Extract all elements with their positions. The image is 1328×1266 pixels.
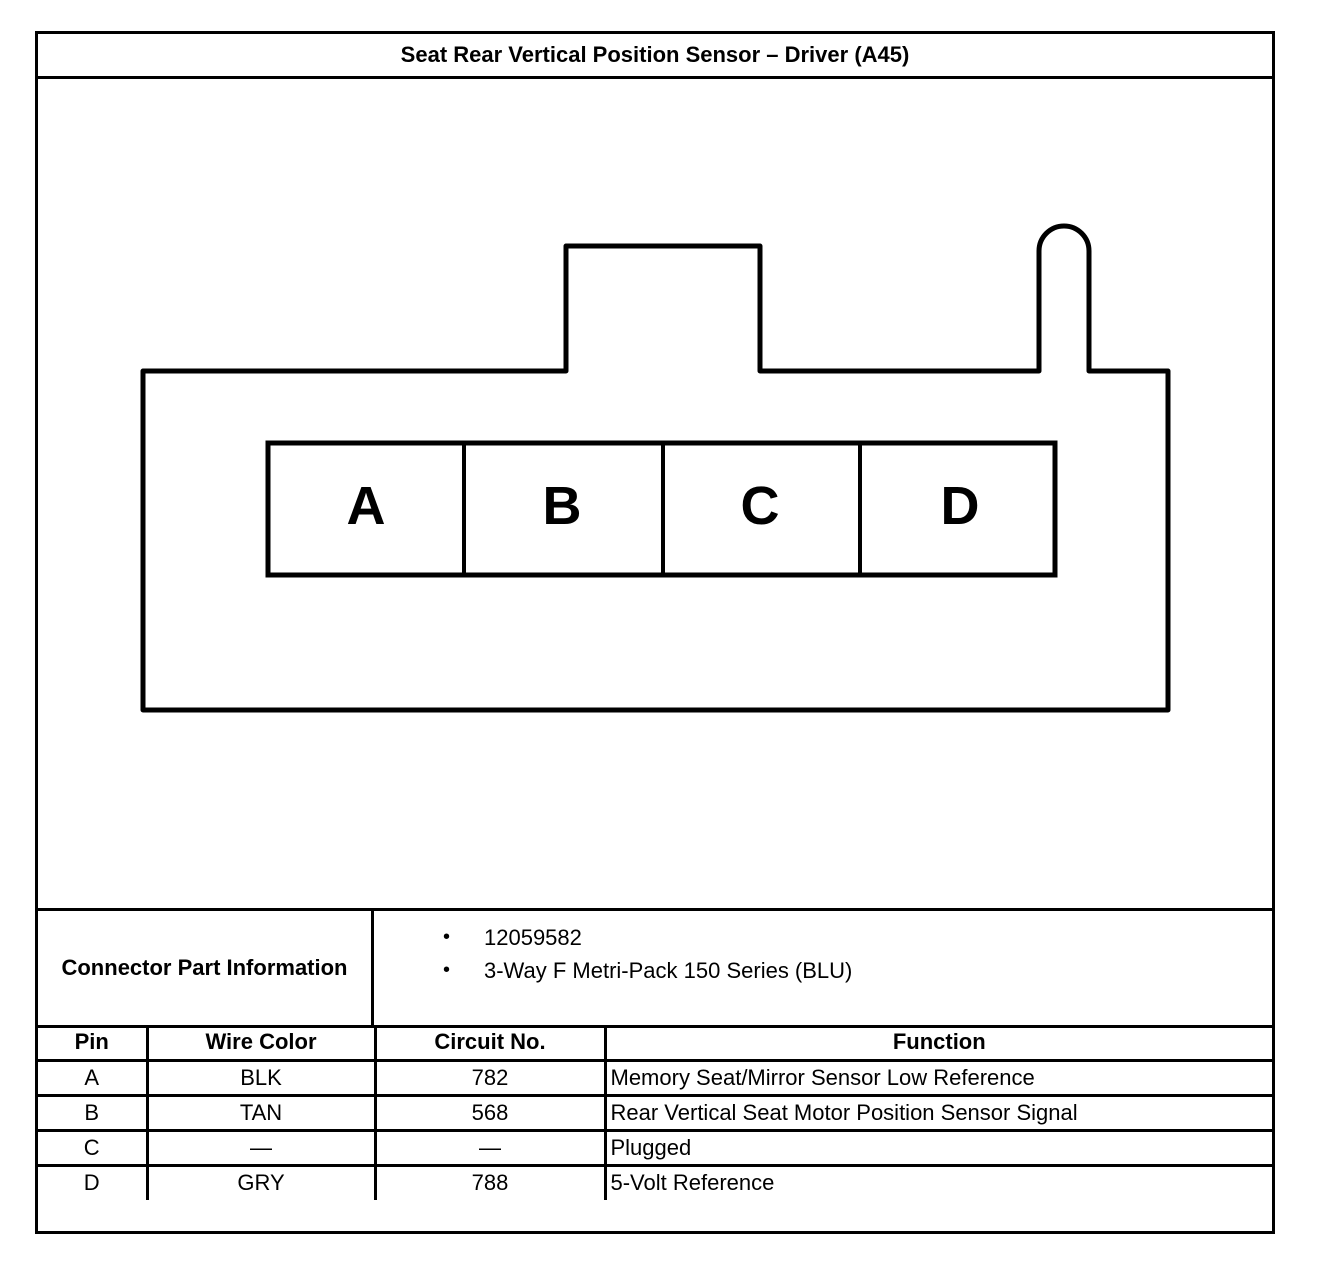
table-row bbox=[38, 1165, 1272, 1200]
wire-color-cell: GRY bbox=[147, 1165, 375, 1200]
function-cell: Memory Seat/Mirror Sensor Low Reference bbox=[605, 1060, 1272, 1095]
cavity-label-b: B bbox=[542, 476, 582, 536]
list-item bbox=[374, 921, 1272, 954]
wire-color-cell: TAN bbox=[147, 1095, 375, 1130]
cavity-label-c: C bbox=[740, 476, 780, 536]
function-cell: 5-Volt Reference bbox=[605, 1165, 1272, 1200]
bullet-icon: • bbox=[442, 959, 450, 981]
bullet-icon: • bbox=[442, 926, 450, 948]
connector-sheet bbox=[35, 31, 1275, 1234]
header-wire-color: Wire Color bbox=[147, 1025, 375, 1060]
header-function: Function bbox=[605, 1025, 1272, 1060]
connector-body-outline bbox=[143, 226, 1168, 710]
connector-diagram bbox=[38, 34, 1272, 908]
circuit-cell: 568 bbox=[375, 1095, 605, 1130]
pin-cell: D bbox=[38, 1165, 147, 1200]
connector-part-info bbox=[38, 908, 1272, 1028]
part-number: 12059582 bbox=[484, 924, 582, 950]
pin-cell: B bbox=[38, 1095, 147, 1130]
table-row bbox=[38, 1060, 1272, 1095]
pin-table bbox=[38, 1025, 1272, 1200]
list-item bbox=[374, 954, 1272, 987]
table-row bbox=[38, 1095, 1272, 1130]
function-cell: Plugged bbox=[605, 1130, 1272, 1165]
header-pin: Pin bbox=[38, 1025, 147, 1060]
circuit-cell: 788 bbox=[375, 1165, 605, 1200]
page-title: Seat Rear Vertical Position Sensor – Driver (A45) bbox=[38, 34, 1272, 79]
header-circuit: Circuit No. bbox=[375, 1025, 605, 1060]
cavity-label-d: D bbox=[940, 476, 980, 536]
wire-color-cell: BLK bbox=[147, 1060, 375, 1095]
part-info-list bbox=[374, 911, 1272, 1025]
pin-cell: C bbox=[38, 1130, 147, 1165]
function-cell: Rear Vertical Seat Motor Position Sensor Signal bbox=[605, 1095, 1272, 1130]
cavity-label-a: A bbox=[346, 476, 386, 536]
connector-description: 3-Way F Metri-Pack 150 Series (BLU) bbox=[484, 957, 853, 983]
wire-color-cell: — bbox=[147, 1130, 375, 1165]
circuit-cell: 782 bbox=[375, 1060, 605, 1095]
circuit-cell: — bbox=[375, 1130, 605, 1165]
table-header-row bbox=[38, 1025, 1272, 1060]
table-row bbox=[38, 1130, 1272, 1165]
part-info-label: Connector Part Information bbox=[38, 911, 374, 1025]
pin-cell: A bbox=[38, 1060, 147, 1095]
